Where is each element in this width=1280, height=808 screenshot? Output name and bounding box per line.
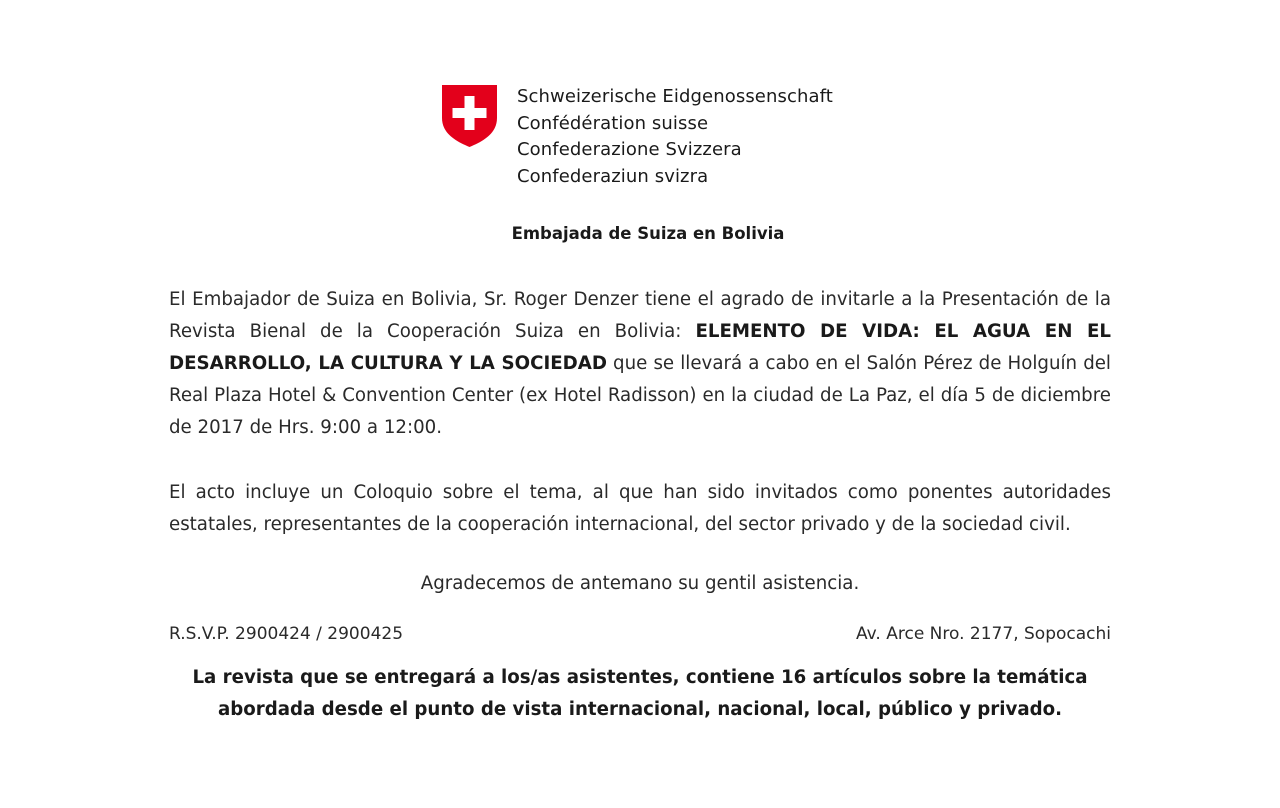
confederation-name-romansh: Confederaziun svizra	[517, 165, 709, 187]
swiss-cross-shield-icon	[442, 85, 497, 147]
invitation-paragraph	[169, 284, 1111, 444]
magazine-note-line-2: abordada desde el punto de vista internacional, nacional, local, público y privado.	[217, 699, 1063, 720]
invitation-intro: El Embajador de Suiza en Bolivia, Sr. Roger Denzer tiene el agrado de invitarle a la Presentación de la Revista Bienal de la Cooperación Suiza en Bolivia:	[169, 289, 1111, 342]
confederation-name-italian: Confederazione Svizzera	[517, 139, 742, 160]
thanks-line: Agradecemos de antemano su gentil asistencia.	[420, 573, 860, 594]
colloquium-paragraph: El acto incluye un Coloquio sobre el tema, al que han sido invitados como ponentes autoridades estatales, representantes de la cooperación internacional, del sector privado y de la sociedad civil.	[169, 482, 1111, 535]
confederation-name-french: Confédération suisse	[517, 112, 709, 134]
embassy-title: Embajada de Suiza en Bolivia	[511, 224, 785, 243]
address: Av. Arce Nro. 2177, Sopocachi	[856, 624, 1111, 644]
confederation-name-german: Schweizerische Eidgenossenschaft	[517, 86, 833, 107]
invitation-details: que se llevará a cabo en el Salón Pérez de Holguín del Real Plaza Hotel & Convention Center (ex Hotel Radisson) en la ciudad de La Paz, el día 5 de diciembre de 2017 de Hrs. 9:00 a 12:00.	[169, 353, 1111, 438]
magazine-note-line-1: La revista que se entregará a los/as asistentes, contiene 16 artículos sobre la temática	[192, 667, 1088, 688]
rsvp-phones: R.S.V.P. 2900424 / 2900425	[169, 624, 404, 644]
confederation-names	[517, 84, 833, 190]
magazine-title: ELEMENTO DE VIDA: EL AGUA EN EL DESARROLLO, LA CULTURA Y LA SOCIEDAD	[169, 321, 1111, 374]
confederation-logo	[442, 84, 862, 194]
magazine-note	[0, 662, 1280, 726]
